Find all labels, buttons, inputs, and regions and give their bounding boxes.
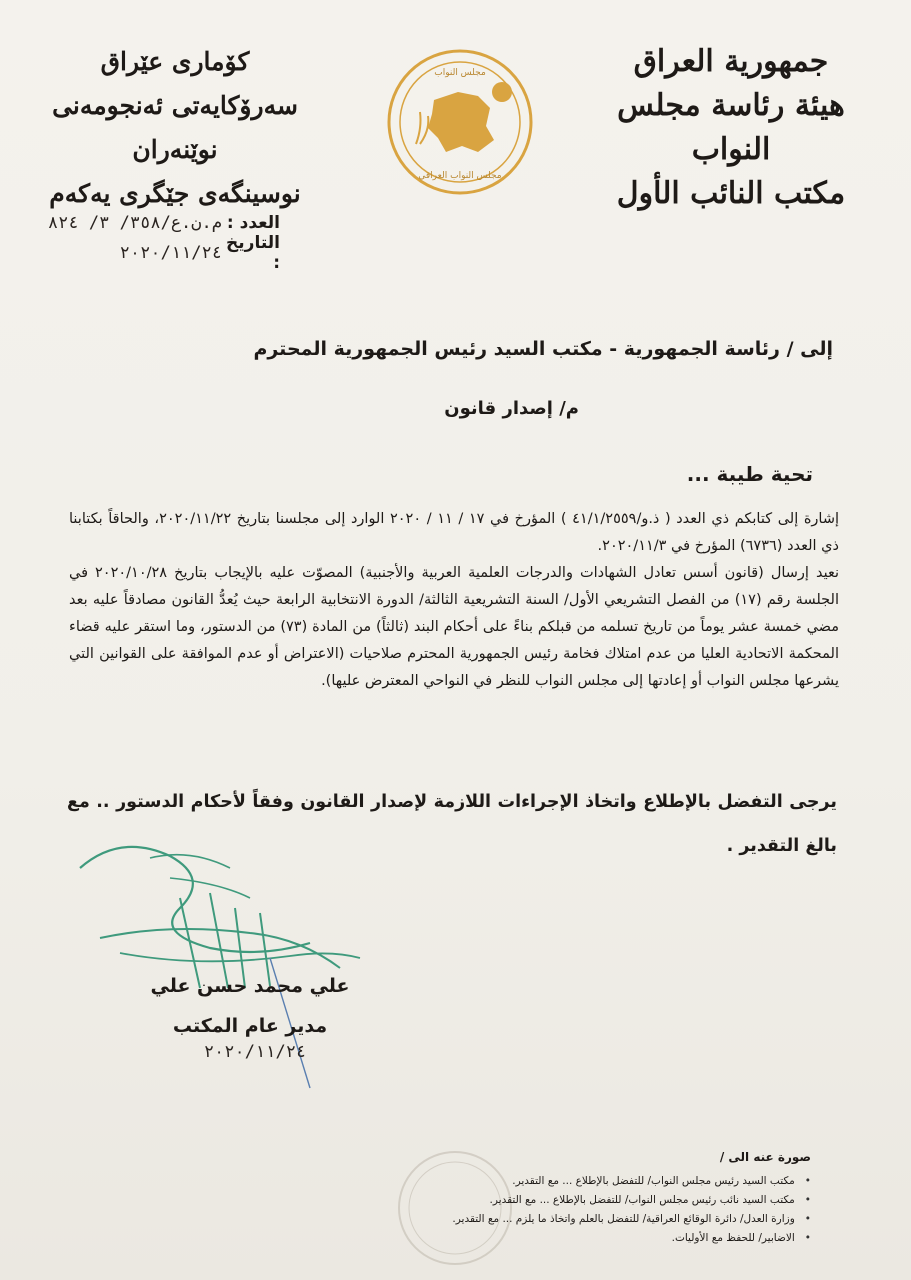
signer-title: مدير عام المكتب [172,1015,328,1037]
seal-bottom-text: مجلس النواب العراقي [418,171,502,181]
header-kurdish [40,40,310,216]
header-line: جمهورية العراق [633,44,829,79]
body-paragraph: إشارة إلى كتابكم ذي العدد ( ذ.و/٤١/١/٢٥٥٩ ) المؤرخ في ١٧ / ١١ / ٢٠٢٠ الوارد إلى مجلسنا بتاريخ ٢٠٢٠/١١/٢٢، والحاقاً بكتابنا ذي العدد (٦٧٣٦) المؤرخ في ٢٠٢٠/١١/٣. [69,511,840,554]
copy-item: • الاضابير/ للحفظ مع الأوليات. [351,1229,811,1248]
number-label: العدد : [226,213,280,233]
copy-item: • وزارة العدل/ دائرة الوقائع العراقية/ للتفضل بالعلم واتخاذ ما يلزم ... مع التقدير. [351,1210,811,1229]
date-value: ٢٠٢٠/١١/٢٤ [119,243,222,263]
header-line: سەرۆکایەتی ئەنجومەنی نوێنەران [52,91,298,164]
seal-top-text: مجلس النواب [434,68,486,78]
copy-item: • مكتب السيد رئيس مجلس النواب/ للتفضل بالإطلاع ... مع التقدير. [351,1172,811,1191]
closing-line: يرجى التفضل بالإطلاع واتخاذ الإجراءات اللازمة لإصدار القانون وفقاً لأحكام الدستور .. مع بالغ التقدير . [67,792,837,856]
signer-block [150,966,350,1046]
iraq-map-emblem [428,92,494,152]
header-line: هيئة رئاسة مجلس النواب [617,88,845,167]
copies-list [351,1172,811,1248]
number-value: م.ن.ع/٣٥٨/ ٣/ ٨٢٤ [47,213,222,233]
reference-block [30,208,280,273]
date-label: التاريخ : [226,233,280,273]
reference-date-row [30,233,280,273]
addressee: إلى / رئاسة الجمهورية - مكتب السيد رئيس الجمهورية المحترم [253,338,833,360]
copies-title: صورة عنه الى / [719,1150,811,1164]
signature-date: ٢٠٢٠/١١/٢٤ [203,1042,307,1062]
body-paragraph: نعيد إرسال (قانون أسس تعادل الشهادات والدرجات العلمية العربية والأجنبية) المصوّت عليه بالإيجاب بتاريخ ٢٠٢٠/١٠/٢٨ في الجلسة رقم (١٧) من الفصل التشريعي الأول/ السنة التشريعية الثالثة/ الدورة الانتخابية الرابعة حيث يُعدُّ القانون مصادقاً عليه بعد مضي خمسة عشر يوماً من تاريخ تسلمه من قبلكم بناءً على أحكام البند (ثالثاً) من المادة (٧٣) من الدستور، وما استقر عليه قضاء المحكمة الاتحادية العليا من عدم امتلاك فخامة رئيس الجمهورية المحترم صلاحيات (الاعتراض أو عدم الموافقة على القوانين التي يشرعها مجلس النواب أو إعادتها إلى مجلس النواب للنظر في النواحي المعترض عليها). [69,565,839,689]
header-line: كۆماری عێراق [100,47,250,76]
parliament-seal [386,48,534,196]
signer-name: علي محمد حسن علي [150,975,350,997]
copy-item: • مكتب السيد نائب رئيس مجلس النواب/ للتفضل بالإطلاع ... مع التقدير. [351,1191,811,1210]
greeting: تحية طيبة ... [686,462,813,486]
header-line: مكتب النائب الأول [616,176,846,211]
header-line: نوسینگەی جێگری یەکەم [49,179,301,208]
subject: م/ إصدار قانون [444,398,579,419]
header-arabic [611,40,851,216]
